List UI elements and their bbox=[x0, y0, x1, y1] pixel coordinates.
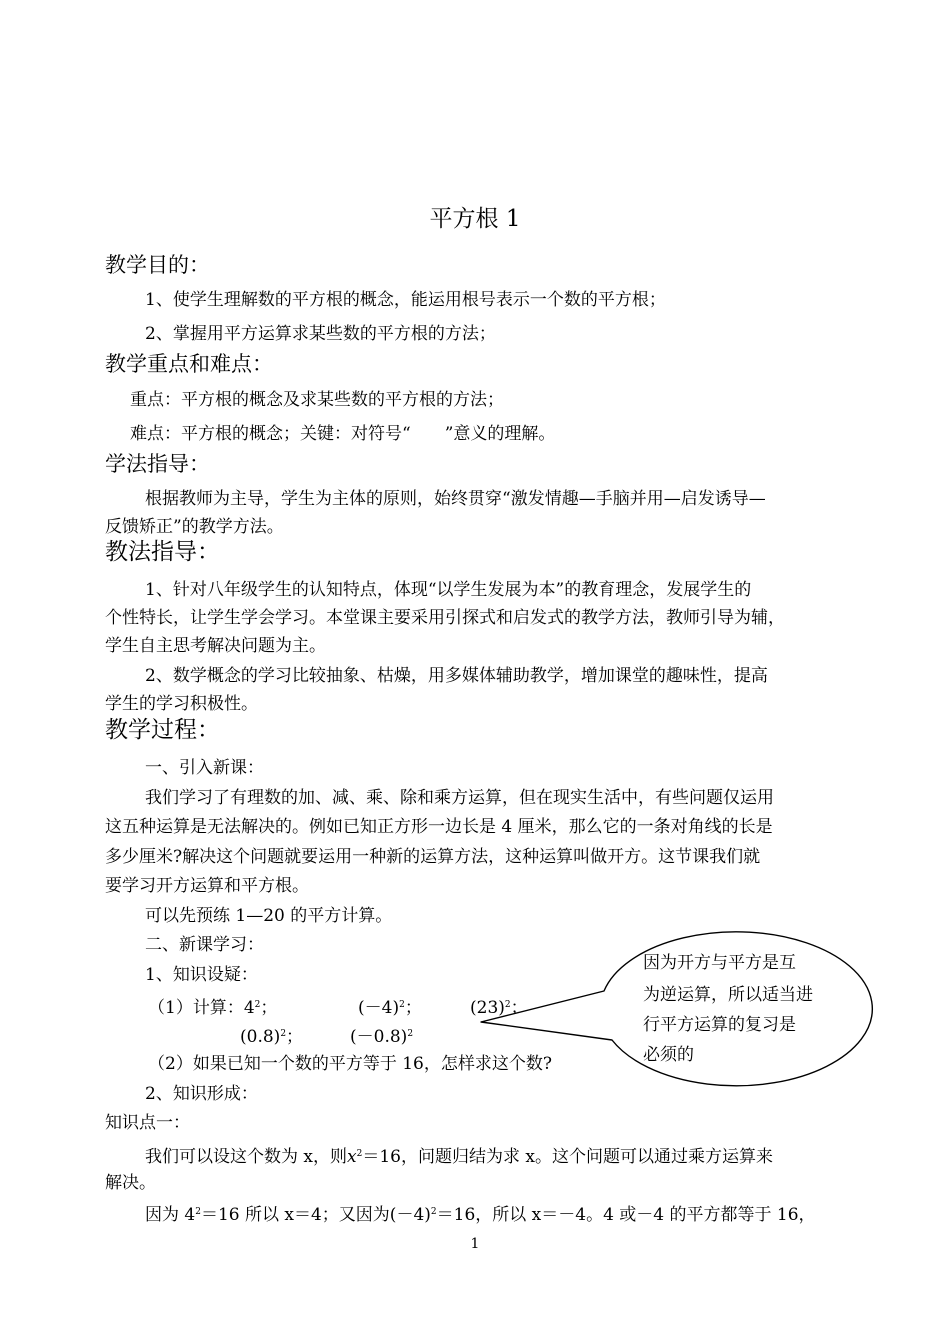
heading-objectives: 教学目的： bbox=[105, 253, 210, 277]
callout-line-4: 必须的 bbox=[643, 1045, 694, 1065]
question-2: （2）如果已知一个数的平方等于 16，怎样求这个数? bbox=[148, 1054, 552, 1074]
objective-2: 2、掌握用平方运算求某些数的平方根的方法； bbox=[145, 324, 496, 344]
objective-1: 1、使学生理解数的平方根的概念，能运用根号表示一个数的平方根； bbox=[145, 290, 666, 310]
heading-teaching-process: 教学过程： bbox=[105, 717, 220, 743]
process-line-4: 要学习开方运算和平方根。 bbox=[105, 876, 309, 896]
difficult-point: 难点：平方根的概念；关键：对符号“ ”意义的理解。 bbox=[130, 424, 556, 444]
page-number: 1 bbox=[470, 1236, 480, 1252]
heading-teaching-method: 教法指导： bbox=[105, 539, 220, 565]
callout-line-1: 因为开方与平方是互 bbox=[643, 953, 796, 973]
teaching-method-line-2: 个性特长，让学生学会学习。本堂课主要采用引探式和启发式的教学方法，教师引导为辅， bbox=[105, 608, 785, 628]
calc-line-1: （1）计算：$4^2$； bbox=[148, 998, 278, 1018]
knowledge-question-heading: 1、知识设疑： bbox=[145, 965, 258, 985]
calc-expr-5: $(-0.8)^2$ bbox=[350, 1027, 414, 1047]
study-method-line-1: 根据教师为主导，学生为主体的原则，始终贯穿“激发情趣—手脑并用—启发诱导— bbox=[145, 489, 766, 509]
calc-expr-3: $(23)^2$； bbox=[470, 998, 528, 1018]
knowledge-formation-heading: 2、知识形成： bbox=[145, 1084, 258, 1104]
heading-study-method: 学法指导： bbox=[105, 452, 210, 476]
callout-line-2: 为逆运算，所以适当进 bbox=[643, 985, 813, 1005]
knowledge-line-1: 我们可以设这个数为 x，则$x^2=16$，问题归结为求 x。这个问题可以通过乘方运算来 bbox=[145, 1147, 773, 1167]
process-line-1: 我们学习了有理数的加、减、乘、除和乘方运算，但在现实生活中，有些问题仅运用 bbox=[145, 788, 774, 808]
study-method-line-2: 反馈矫正”的教学方法。 bbox=[105, 517, 284, 537]
process-intro-heading: 一、引入新课： bbox=[145, 758, 264, 778]
callout-line-3: 行平方运算的复习是 bbox=[643, 1015, 796, 1035]
knowledge-line-2: 解决。 bbox=[105, 1173, 156, 1193]
new-lesson-heading: 二、新课学习： bbox=[145, 935, 264, 955]
teaching-method-line-3: 学生自主思考解决问题为主。 bbox=[105, 636, 326, 656]
page-title: 平方根 1 bbox=[429, 206, 521, 232]
process-line-5: 可以先预练 1—20 的平方计算。 bbox=[145, 906, 393, 926]
teaching-method-line-5: 学生的学习积极性。 bbox=[105, 694, 258, 714]
process-line-2: 这五种运算是无法解决的。例如已知正方形一边长是 4 厘米，那么它的一条对角线的长是 bbox=[105, 817, 773, 837]
calc-expr-4: $(0.8)^2$； bbox=[240, 1027, 304, 1047]
knowledge-point-1-heading: 知识点一： bbox=[105, 1113, 190, 1133]
knowledge-line-3: 因为 $4^2=16$ 所以 x＝4；又因为$(-4)^2=16$，所以 x＝－4。4 或－4 的平方都等于 16， bbox=[145, 1205, 816, 1225]
process-line-3: 多少厘米?解决这个问题就要运用一种新的运算方法，这种运算叫做开方。这节课我们就 bbox=[105, 847, 761, 867]
teaching-method-line-1: 1、针对八年级学生的认知特点，体现“以学生发展为本”的教育理念，发展学生的 bbox=[145, 580, 752, 600]
calc-expr-2: $(-4)^2$； bbox=[358, 998, 422, 1018]
teaching-method-line-4: 2、数学概念的学习比较抽象、枯燥，用多媒体辅助教学，增加课堂的趣味性，提高 bbox=[145, 666, 768, 686]
heading-key-points: 教学重点和难点： bbox=[105, 352, 273, 376]
key-point: 重点：平方根的概念及求某些数的平方根的方法； bbox=[130, 390, 504, 410]
